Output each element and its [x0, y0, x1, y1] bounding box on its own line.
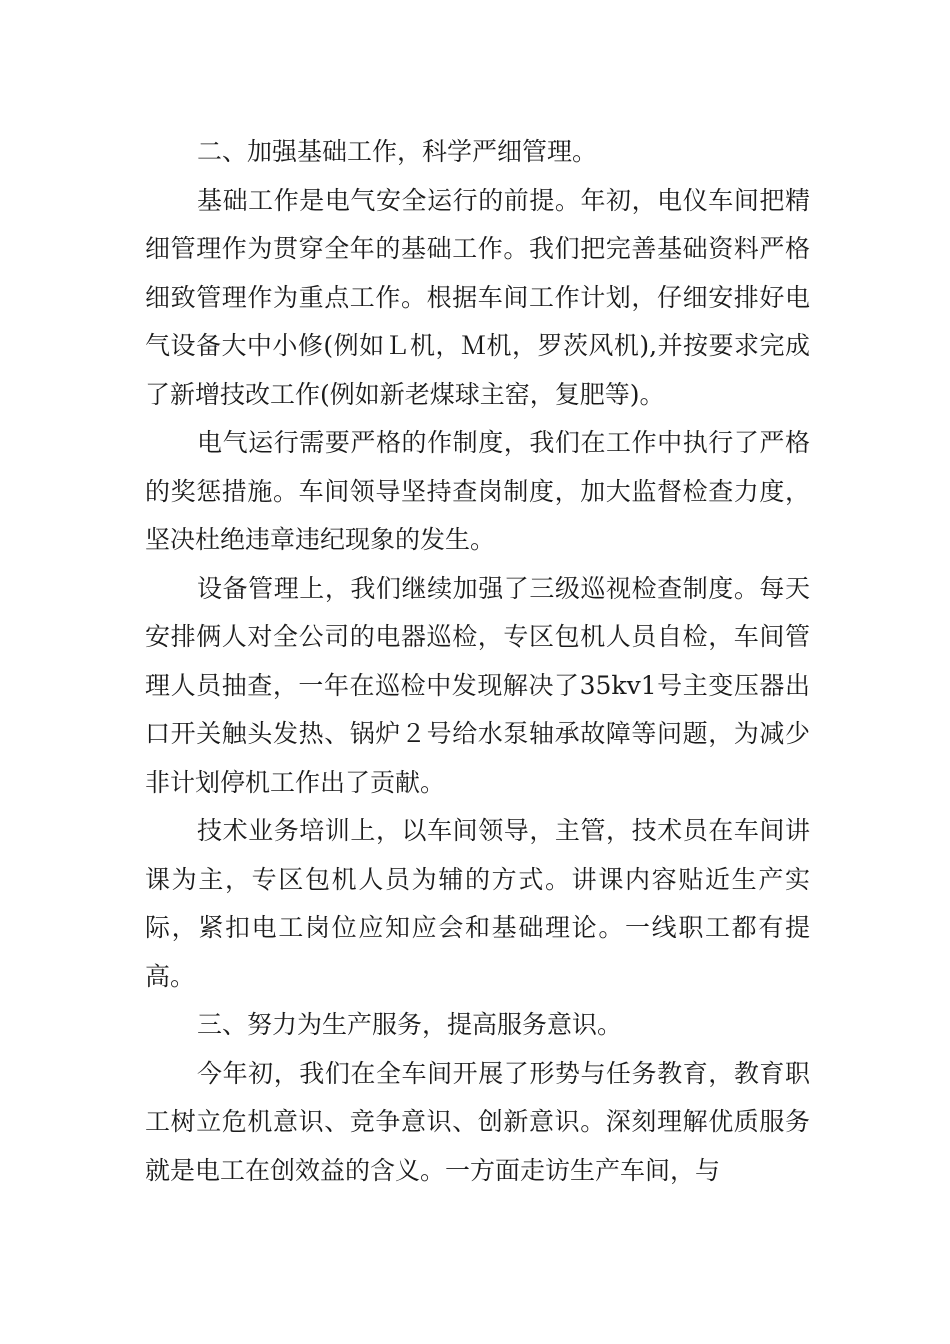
section-heading-3: 三、努力为生产服务，提高服务意识。: [197, 1010, 623, 1039]
section-heading-2: 二、加强基础工作，科学严细管理。: [197, 137, 598, 166]
document-body: [145, 128, 810, 1195]
paragraph-basic-work: 基础工作是电气安全运行的前提。年初，电仪车间把精细管理作为贯穿全年的基础工作。我们把完善基础资料严格细致管理作为重点工作。根据车间工作计划，仔细安排好电气设备大中小修(例如Ｌ机，Ｍ机，罗茨风机),并按要求完成了新增技改工作(例如新老煤球主窑，复肥等)。: [145, 185, 810, 409]
paragraph-service-awareness: 今年初，我们在全车间开展了形势与任务教育，教育职工树立危机意识、竞争意识、创新意识。深刻理解优质服务就是电工在创效益的含义。一方面走访生产车间，与: [145, 1058, 810, 1185]
paragraph-technical-training: 技术业务培训上，以车间领导，主管，技术员在车间讲课为主，专区包机人员为辅的方式。讲课内容贴近生产实际，紧扣电工岗位应知应会和基础理论。一线职工都有提高。: [145, 816, 810, 991]
paragraph-operation-rules: 电气运行需要严格的作制度，我们在工作中执行了严格的奖惩措施。车间领导坚持查岗制度，加大监督检查力度，坚决杜绝违章违纪现象的发生。: [145, 428, 810, 554]
paragraph-equipment-management: 设备管理上，我们继续加强了三级巡视检查制度。每天安排俩人对全公司的电器巡检，专区包机人员自检，车间管理人员抽查，一年在巡检中发现解决了35kv1号主变压器出口开关触头发热、锅炉２号给水泵轴承故障等问题，为减少非计划停机工作出了贡献。: [145, 573, 810, 797]
